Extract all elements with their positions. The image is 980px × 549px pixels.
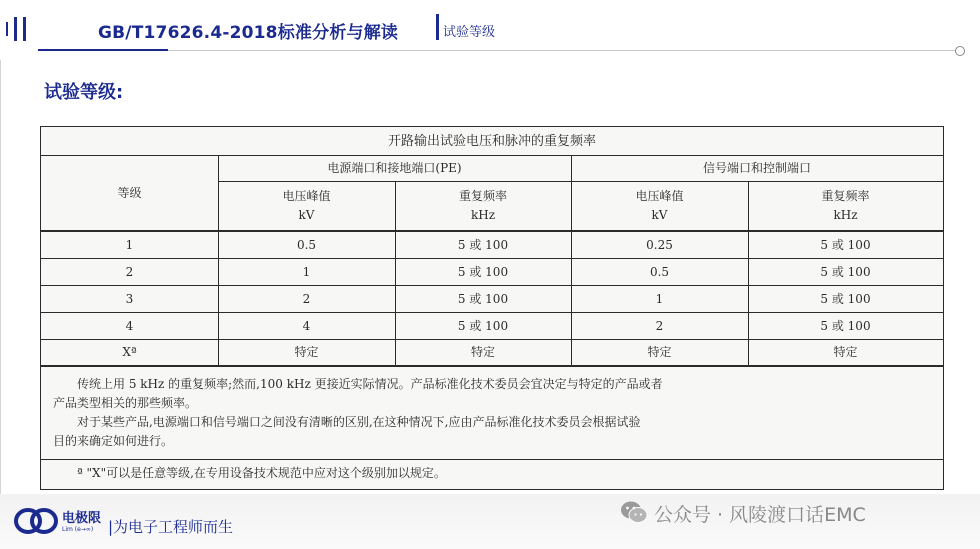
signal-voltage-unit: kV <box>651 208 668 222</box>
wechat-icon <box>620 499 648 525</box>
row-x-signal-voltage: 特定 <box>647 345 672 359</box>
power-voltage-label: 电压峰值 <box>282 189 331 203</box>
header-divider <box>168 50 958 51</box>
power-voltage-unit: kV <box>298 208 315 222</box>
power-frequency-header <box>395 183 571 229</box>
row-3-power-voltage: 2 <box>302 291 311 306</box>
power-frequency-unit: kHz <box>470 208 496 222</box>
logo-icon <box>14 507 58 535</box>
row-4-power-voltage: 4 <box>302 318 311 333</box>
note-2-line-2: 目的来确定如何进行。 <box>53 434 174 448</box>
row-4-signal-frequency: 5 或 100 <box>820 318 871 333</box>
signal-frequency-header <box>748 183 943 229</box>
group-header-power: 电源端口和接地端口(PE) <box>327 160 462 175</box>
header-line-endpoint <box>955 46 965 56</box>
row-3-power-frequency: 5 或 100 <box>457 291 509 306</box>
row-1-power-frequency: 5 或 100 <box>457 237 509 252</box>
row-x-power-voltage: 特定 <box>294 345 319 359</box>
row-3-level: 3 <box>125 291 134 306</box>
signal-frequency-label: 重复频率 <box>821 189 870 203</box>
row-4-power-frequency: 5 或 100 <box>457 318 509 333</box>
footer-slogan: |为电子工程师而生 <box>108 518 234 536</box>
row-1-power-voltage: 0.5 <box>296 237 317 252</box>
note-1-line-2: 产品类型相关的那些频率。 <box>53 396 198 410</box>
power-frequency-label: 重复频率 <box>458 189 507 203</box>
row-4-signal-voltage: 2 <box>655 318 664 333</box>
row-x-level: Xª <box>122 345 137 359</box>
section-title: 试验等级: <box>44 82 124 103</box>
group-header-signal: 信号端口和控制端口 <box>702 160 811 175</box>
note-1-line-1: 传统上用 5 kHz 的重复频率;然而,100 kHz 更接近实际情况。产品标准化技术委员会宜决定与特定的产品或者 <box>77 377 663 391</box>
row-x-power-frequency: 特定 <box>470 345 495 359</box>
row-x-signal-frequency: 特定 <box>833 345 858 359</box>
row-2-signal-frequency: 5 或 100 <box>820 264 871 279</box>
header-accent-line <box>38 49 168 51</box>
row-1-signal-frequency: 5 或 100 <box>820 237 871 252</box>
note-paragraph-1 <box>53 375 933 413</box>
signal-frequency-unit: kHz <box>833 208 858 222</box>
signal-voltage-label: 电压峰值 <box>635 189 684 203</box>
row-2-power-voltage: 1 <box>302 264 311 279</box>
page-subtitle: 试验等级 <box>443 25 496 40</box>
power-voltage-header <box>218 183 395 229</box>
row-3-signal-voltage: 1 <box>655 291 664 306</box>
level-header: 等级 <box>117 185 142 200</box>
signal-voltage-header <box>571 183 748 229</box>
note-paragraph-2 <box>53 413 933 451</box>
row-1-signal-voltage: 0.25 <box>646 237 673 252</box>
row-2-level: 2 <box>125 264 134 279</box>
note-2-line-1: 对于某些产品,电源端口和信号端口之间没有清晰的区别,在这种情况下,应由产品标准化技术委员会根据试验 <box>77 415 641 429</box>
row-4-level: 4 <box>125 318 134 333</box>
logo-text: 电极限 <box>62 511 102 526</box>
title-separator <box>436 14 439 40</box>
logo-subtext: Lim (e→∞) <box>62 526 94 533</box>
table-title: 开路输出试验电压和脉冲的重复频率 <box>387 133 596 149</box>
header-bars-icon <box>6 17 32 41</box>
test-level-table <box>40 126 944 490</box>
page-title: GB/T17626.4-2018标准分析与解读 <box>98 23 399 43</box>
left-border-line <box>0 60 1 500</box>
row-2-signal-voltage: 0.5 <box>649 264 670 279</box>
row-3-signal-frequency: 5 或 100 <box>820 291 871 306</box>
watermark-text: 公众号 · 风陵渡口话EMC <box>654 504 866 526</box>
row-2-power-frequency: 5 或 100 <box>457 264 509 279</box>
footnote: ª "X"可以是任意等级,在专用设备技术规范中应对这个级别加以规定。 <box>77 466 446 480</box>
row-1-level: 1 <box>125 237 134 252</box>
